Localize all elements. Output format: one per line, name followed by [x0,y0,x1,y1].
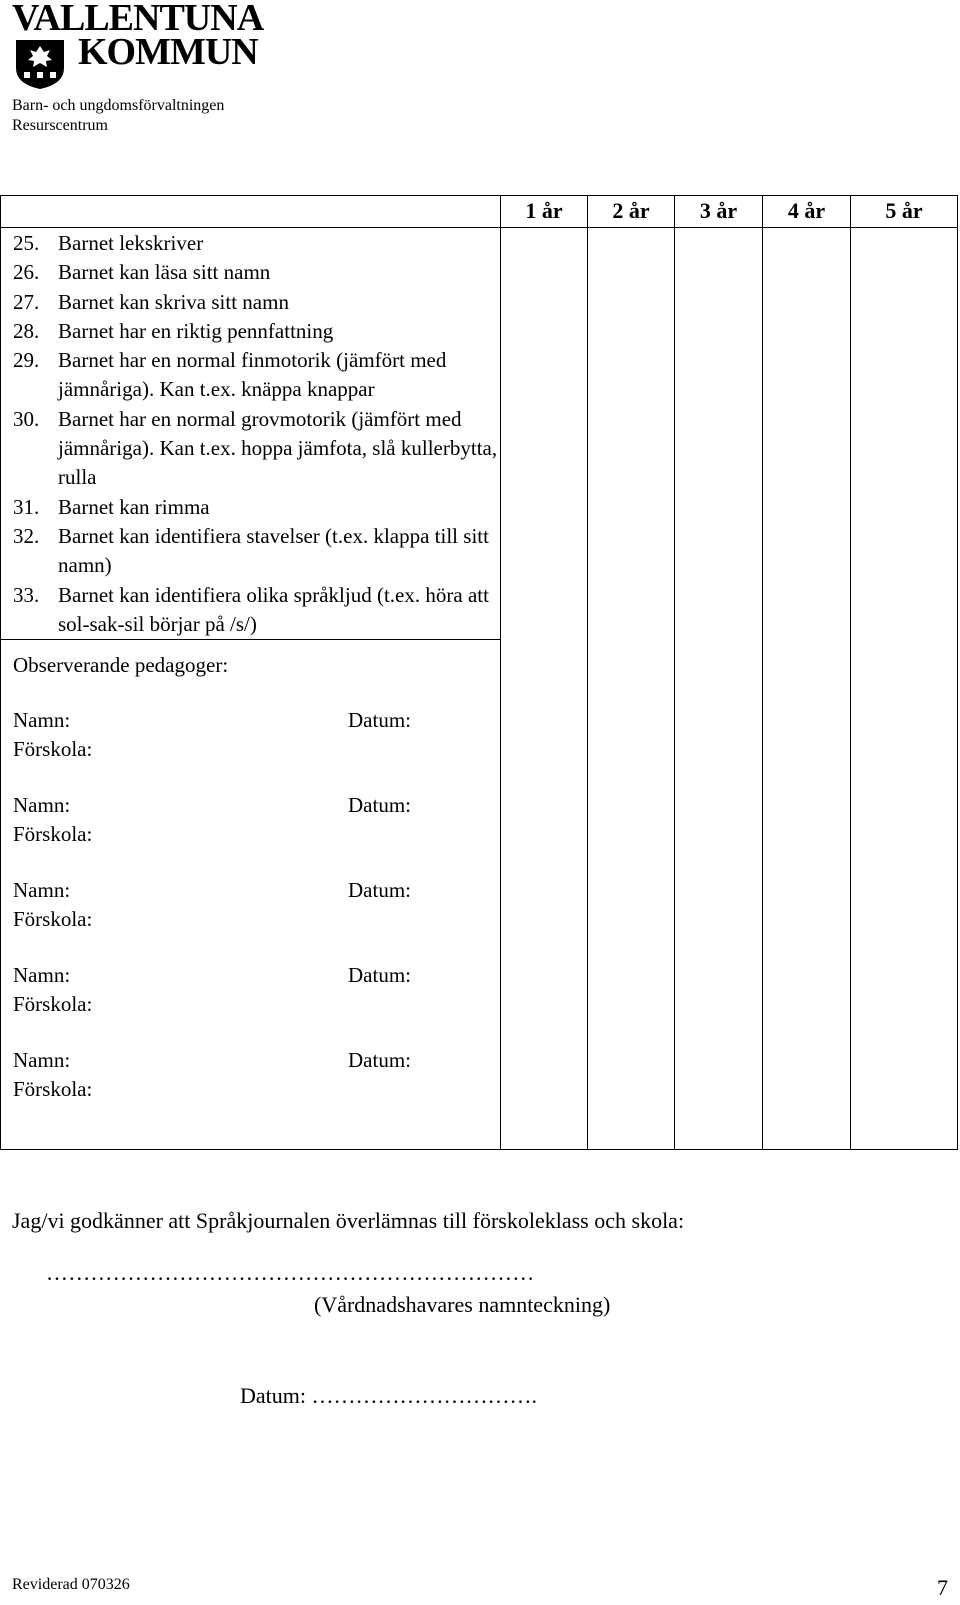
logo-line-1: VALLENTUNA [12,0,264,39]
list-item [13,493,500,522]
item-number: 27. [13,289,40,314]
list-item [13,581,500,640]
item-text: Barnet har en riktig pennfattning [58,318,334,343]
preschool-label: Förskola: [13,1077,93,1102]
consent-date-field[interactable]: Datum: …………………………. [240,1383,537,1408]
item-text: Barnet har en normal grovmotorik (jämfört med jämnåriga). Kan t.ex. hoppa jämfota, slå kullerbytta, rulla [58,406,498,490]
logo-line-2: KOMMUN [78,31,258,73]
item-text: Barnet har en normal finmotorik (jämfört med jämnåriga). Kan t.ex. knäppa knappar [58,348,447,402]
department-name: Barn- och ungdomsförvaltningen [12,97,225,114]
preschool-label: Förskola: [13,737,93,762]
age-column-1: 1 år [501,196,588,228]
unit-name: Resurscentrum [12,117,108,134]
item-number: 32. [13,523,40,548]
consent-statement: Jag/vi godkänner att Språkjournalen överlämnas till förskoleklass och skola: [12,1208,685,1233]
date-label: Datum: [348,708,411,733]
item-number: 30. [13,406,40,431]
age-cell-2[interactable] [588,228,675,1150]
observer-entry [13,1046,500,1104]
item-text: Barnet kan skriva sitt namn [58,289,289,314]
date-label: Datum: [348,963,411,988]
item-text: Barnet kan identifiera olika språkljud (t.ex. höra att sol-sak-sil börjar på /s/) [58,582,489,636]
language-journal-table [0,195,958,1150]
date-label: Datum: [348,1048,411,1073]
item-text: Barnet kan rimma [58,494,210,519]
list-item [13,405,500,493]
name-label: Namn: [13,793,71,818]
observer-entry [13,706,500,764]
name-label: Namn: [13,1048,71,1073]
signature-caption: (Vårdnadshavares namnteckning) [314,1292,611,1317]
age-cell-1[interactable] [501,228,588,1150]
list-item [13,346,500,405]
list-item [13,522,500,581]
item-number: 31. [13,494,40,519]
list-item [13,317,500,346]
items-cell [1,228,501,640]
item-text: Barnet kan läsa sitt namn [58,260,271,285]
name-label: Namn: [13,708,71,733]
date-label: Datum: [348,878,411,903]
age-column-4: 4 år [763,196,851,228]
observer-entry [13,791,500,849]
list-item [13,288,500,317]
name-label: Namn: [13,878,71,903]
name-label: Namn: [13,963,71,988]
item-text: Barnet lekskriver [58,231,204,255]
list-item [13,229,500,258]
observer-entry [13,961,500,1019]
preschool-label: Förskola: [13,822,93,847]
list-item [13,258,500,287]
item-number: 29. [13,348,40,373]
age-column-5: 5 år [851,196,958,228]
item-number: 25. [13,231,40,255]
items-header-cell [1,196,501,228]
preschool-label: Förskola: [13,992,93,1017]
observers-cell [1,640,501,1150]
item-number: 26. [13,260,40,285]
table-header-row [1,196,958,228]
item-number: 28. [13,318,40,343]
letterhead [12,0,372,140]
coat-of-arms-icon [14,38,66,90]
signature-line[interactable]: ………………………………………………………… [46,1260,535,1285]
item-text: Barnet kan identifiera stavelser (t.ex. klappa till sitt namn) [58,523,489,578]
date-label: Datum: [348,793,411,818]
age-cell-5[interactable] [851,228,958,1150]
age-cell-3[interactable] [675,228,763,1150]
age-column-2: 2 år [588,196,675,228]
age-cell-4[interactable] [763,228,851,1150]
page-number: 7 [937,1575,948,1600]
items-row [1,228,958,640]
revision-note: Reviderad 070326 [12,1576,130,1593]
item-number: 33. [13,582,40,607]
observer-entry [13,876,500,934]
preschool-label: Förskola: [13,907,93,932]
observers-title: Observerande pedagoger: [13,653,229,678]
age-column-3: 3 år [675,196,763,228]
